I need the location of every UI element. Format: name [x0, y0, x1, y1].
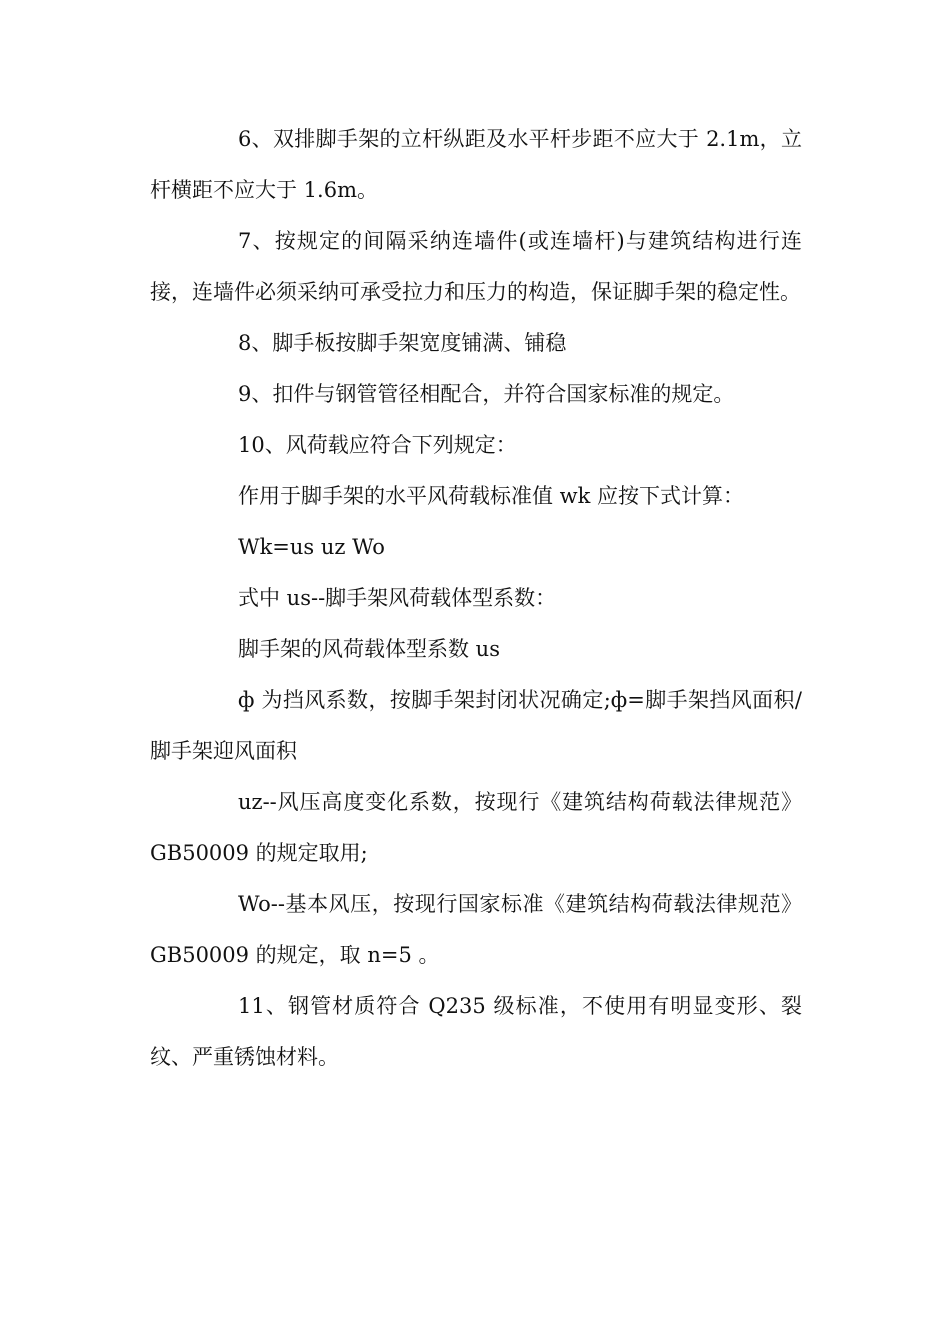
paragraph-item-9: 9、扣件与钢管管径相配合，并符合国家标准的规定。 [238, 382, 735, 406]
paragraph-phi-definition: ф 为挡风系数，按脚手架封闭状况确定;ф=脚手架挡风面积/脚手架迎风面积 [150, 688, 802, 763]
paragraph-us-coefficient: 脚手架的风荷载体型系数 us [238, 637, 500, 661]
paragraph-wo-definition: Wo--基本风压，按现行国家标准《建筑结构荷载法律规范》GB50009 的规定，取 n=5 。 [150, 892, 802, 967]
paragraph-item-10: 10、风荷载应符合下列规定： [238, 433, 517, 457]
document-body [150, 114, 802, 1083]
paragraph-uz-definition: uz--风压高度变化系数，按现行《建筑结构荷载法律规范》GB50009 的规定取用; [150, 790, 802, 865]
paragraph-formula: Wk=us uz Wo [238, 535, 385, 559]
paragraph-item-6: 6、双排脚手架的立杆纵距及水平杆步距不应大于 2.1m，立杆横距不应大于 1.6m。 [150, 127, 802, 202]
paragraph-wind-load-intro: 作用于脚手架的水平风荷载标准值 wk 应按下式计算： [238, 484, 745, 508]
paragraph-item-11: 11、钢管材质符合 Q235 级标准，不使用有明显变形、裂纹、严重锈蚀材料。 [150, 994, 802, 1069]
paragraph-us-definition: 式中 us--脚手架风荷载体型系数： [238, 586, 557, 610]
paragraph-item-8: 8、脚手板按脚手架宽度铺满、铺稳 [238, 331, 567, 355]
paragraph-item-7: 7、按规定的间隔采纳连墙件(或连墙杆)与建筑结构进行连接，连墙件必须采纳可承受拉力和压力的构造，保证脚手架的稳定性。 [150, 229, 802, 304]
